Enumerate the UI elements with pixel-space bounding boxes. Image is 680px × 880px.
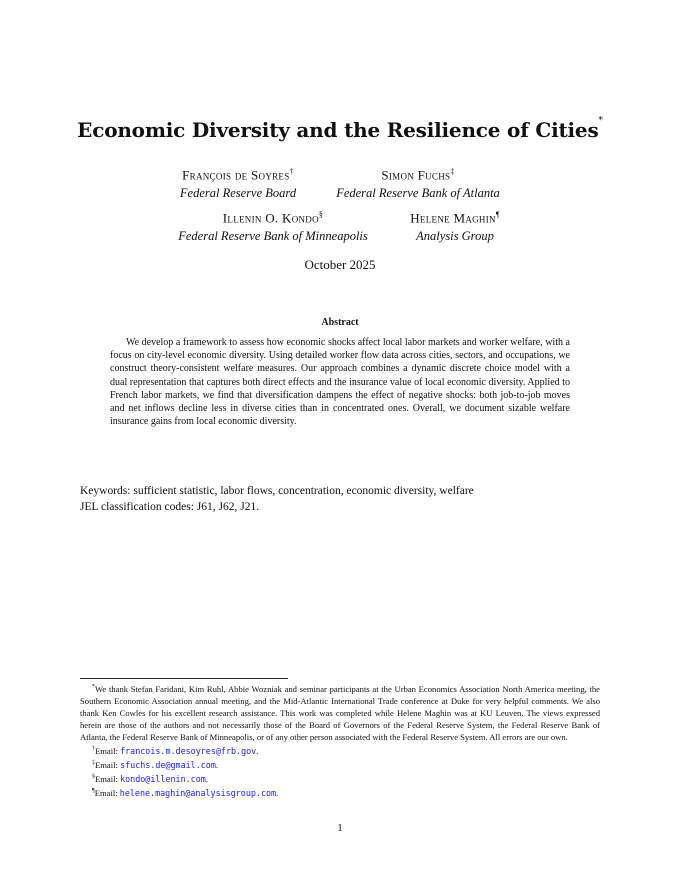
page-number: 1 xyxy=(337,822,343,834)
email-link[interactable]: francois.m.desoyres@frb.gov xyxy=(120,746,257,757)
author-affiliation: Federal Reserve Board xyxy=(179,186,297,201)
email-link[interactable]: sfuchs.de@gmail.com xyxy=(120,760,216,771)
acknowledgement-footnote: *We thank Stefan Faridani, Kim Ruhl, Abbie Wozniak and seminar participants at the Urban Economics Association North America meeting, the Southern Economic Association annual meeting, and the Mid-Atlantic International Trade conference at Duke for very helpful comments. We also thank Ken Cowles for his excellent research assistance. This work was completed while Helene Maghin was at KU Leuven. The views expressed herein are those of the authors and not necessarily those of the Board of Governors of the Federal Reserve System, the Federal Reserve Bank of Atlanta, the Federal Reserve Bank of Minneapolis, or of any other person associated with the Federal Reserve System. All errors are our own. xyxy=(80,683,600,743)
author-name: Illenin O. Kondo§ xyxy=(222,210,324,226)
abstract-text: We develop a framework to assess how economic shocks affect local labor markets and worker welfare, with a focus on city-level economic diversity. Using detailed worker flow data across cities, sectors, and occupations, we construct theory-consistent welfare measures. Our approach combines a dynamic discrete choice model with a dual representation that captures both direct effects and the insurance value of local economic diversity. Applied to French labor markets, we find that diversification dampens the effect of negative shocks: both job-to-job moves and net inflows decline less in diverse cities than in concentrated ones. Overall, we document sizable welfare insurance gains from local economic diversity. xyxy=(110,337,570,428)
keywords: Keywords: sufficient statistic, labor flows, concentration, economic diversity, welfare xyxy=(80,485,474,497)
author-affiliation: Federal Reserve Bank of Minneapolis xyxy=(178,229,368,244)
author-affiliation: Federal Reserve Bank of Atlanta xyxy=(336,186,500,201)
email-footnote: §Email: kondo@illenin.com. xyxy=(92,774,208,785)
email-link[interactable]: helene.maghin@analysisgroup.com xyxy=(119,788,277,799)
title-footnote-mark: * xyxy=(598,116,603,126)
keywords-block xyxy=(80,484,620,515)
footnotes xyxy=(80,681,600,799)
author-affiliation: Analysis Group xyxy=(416,229,494,244)
email-footnote: ‡Email: sfuchs.de@gmail.com. xyxy=(92,760,219,771)
author-block xyxy=(318,167,518,201)
author-block xyxy=(153,210,393,244)
email-footnote: ¶Email: helene.maghin@analysisgroup.com. xyxy=(92,788,279,799)
author-block xyxy=(372,210,538,244)
email-link[interactable]: kondo@illenin.com xyxy=(120,774,206,785)
paper-title: Economic Diversity and the Resilience of Cities* xyxy=(77,116,603,142)
author-name: François de Soyres† xyxy=(182,167,294,183)
footnote-divider xyxy=(80,678,288,679)
abstract-heading: Abstract xyxy=(321,317,359,328)
jel-codes: JEL classification codes: J61, J62, J21. xyxy=(80,500,260,513)
email-footnote: †Email: francois.m.desoyres@frb.gov. xyxy=(92,746,259,757)
author-block xyxy=(138,167,338,201)
author-name: Simon Fuchs‡ xyxy=(381,167,455,183)
publication-date: October 2025 xyxy=(304,257,376,272)
author-name: Helene Maghin¶ xyxy=(410,210,500,226)
